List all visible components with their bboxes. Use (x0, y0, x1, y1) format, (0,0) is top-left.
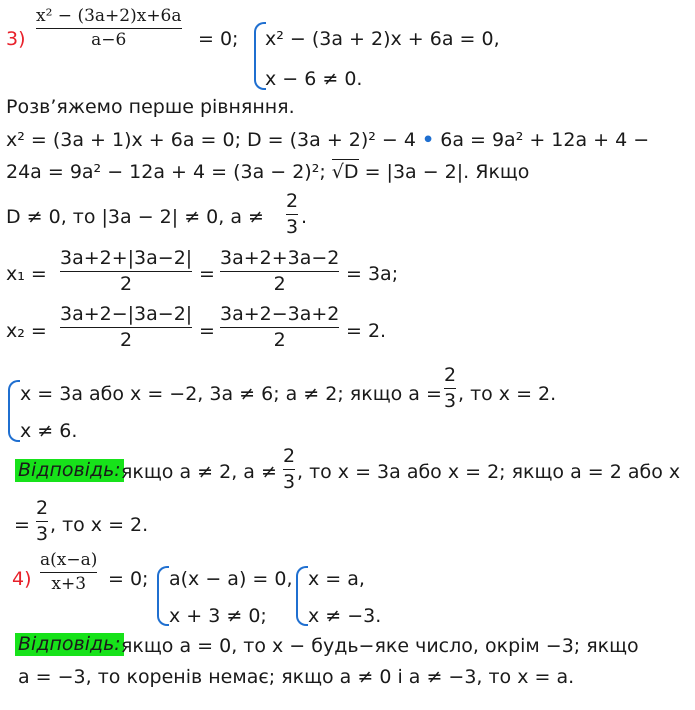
x1-result: = 3a; (346, 263, 399, 285)
system-line-2: x ≠ −3. (308, 605, 382, 627)
fraction-two-thirds (283, 447, 295, 492)
fraction-denominator: 2 (273, 273, 286, 295)
fraction-bar (60, 271, 192, 272)
problem-4-label: 4) (12, 568, 32, 590)
fraction-bar (283, 469, 295, 470)
fraction-bar (60, 327, 192, 328)
fraction-bar (40, 572, 97, 573)
answer-text: якщо a = 0, то x − будь−яке число, окрім −3; якщо (121, 635, 639, 657)
system-line-2: x + 3 ≠ 0; (169, 605, 267, 627)
x2-fraction-1 (60, 305, 192, 350)
equals-zero: = 0; (108, 568, 149, 590)
system-line-1: x = 3a або x = −2, 3a ≠ 6; a ≠ 2; якщо a = (20, 383, 442, 405)
system-line-1: a(x − a) = 0, (169, 568, 293, 590)
fraction-denominator: 2 (120, 329, 133, 351)
fraction-numerator: a(x−a) (40, 550, 98, 570)
fraction-denominator: 3 (444, 390, 457, 412)
sqrt-d: √D (331, 161, 359, 183)
fraction-numerator: 2 (283, 445, 296, 467)
text-segment: = |3a − 2|. Якщо (364, 161, 530, 183)
multiply-dot: • (422, 129, 435, 151)
fraction-bar (36, 521, 48, 522)
discriminant-line (6, 131, 649, 150)
fraction-denominator: 2 (273, 329, 286, 351)
fraction-numerator: 2 (286, 190, 299, 212)
fraction-denominator: x+3 (51, 574, 87, 594)
answer-label: Відповідь: (15, 459, 124, 482)
fraction-numerator: 3a+2−3a+2 (220, 303, 340, 325)
answer-text: , то x = 3a або x = 2; якщо a = 2 або x (297, 461, 681, 483)
text-segment: 24a = 9a² − 12a + 4 = (3a − 2)²; (6, 161, 326, 183)
answer-text: , то x = 2. (50, 514, 149, 536)
text-segment: x² = (3a + 1)x + 6a = 0; D = (3a + 2)² − 4 (6, 129, 416, 151)
system-brace (157, 566, 169, 626)
x1-label: x₁ = (6, 263, 47, 285)
fraction-denominator: 3 (36, 523, 49, 545)
discriminant-line-2 (6, 163, 529, 182)
fraction-numerator: 2 (444, 364, 457, 386)
fraction-two-thirds (444, 366, 456, 411)
fraction-two-thirds (286, 192, 298, 237)
system-brace (296, 566, 308, 626)
problem-3-fraction (36, 8, 182, 49)
x1-fraction-1 (60, 249, 192, 294)
fraction-bar (36, 28, 182, 29)
fraction-denominator: 2 (120, 273, 133, 295)
equals: = (199, 320, 215, 342)
fraction-bar (220, 327, 339, 328)
period: . (301, 206, 308, 228)
system-line-1: x = a, (308, 568, 365, 590)
fraction-numerator: x² − (3a+2)x+6a (36, 6, 182, 26)
fraction-numerator: 3a+2−|3a−2| (60, 303, 193, 325)
answer-text: = (14, 514, 30, 536)
equals-zero: = 0; (198, 28, 239, 50)
answer-text: якщо a ≠ 2, a ≠ (121, 461, 277, 483)
fraction-bar (444, 388, 456, 389)
system-line-2: x − 6 ≠ 0. (265, 68, 363, 90)
system-line-1: x² − (3a + 2)x + 6a = 0, (265, 28, 500, 50)
fraction-bar (286, 214, 298, 215)
fraction-denominator: 3 (286, 216, 299, 238)
text-line: Розв’яжемо перше рівняння. (6, 96, 295, 118)
x2-fraction-2 (220, 305, 339, 350)
x2-result: = 2. (346, 320, 387, 342)
fraction-denominator: a−6 (91, 30, 127, 50)
fraction-bar (220, 271, 339, 272)
problem-3-label: 3) (6, 28, 26, 50)
x2-label: x₂ = (6, 320, 47, 342)
fraction-numerator: 2 (36, 497, 49, 519)
text-segment: 6a = 9a² + 12a + 4 − (440, 129, 650, 151)
condition-line: D ≠ 0, то |3a − 2| ≠ 0, a ≠ (6, 206, 264, 228)
fraction-denominator: 3 (283, 471, 296, 493)
fraction-two-thirds (36, 499, 48, 544)
answer-label: Відповідь: (15, 633, 124, 656)
system-line-2: x ≠ 6. (20, 420, 78, 442)
system-brace (8, 380, 20, 442)
problem-4-fraction (40, 552, 97, 593)
equals: = (199, 263, 215, 285)
system-line-1-end: , то x = 2. (458, 383, 557, 405)
fraction-numerator: 3a+2+3a−2 (220, 247, 340, 269)
fraction-numerator: 3a+2+|3a−2| (60, 247, 193, 269)
x1-fraction-2 (220, 249, 339, 294)
answer-text: a = −3, то коренів немає; якщо a ≠ 0 і a ≠ −3, то x = a. (18, 666, 575, 688)
